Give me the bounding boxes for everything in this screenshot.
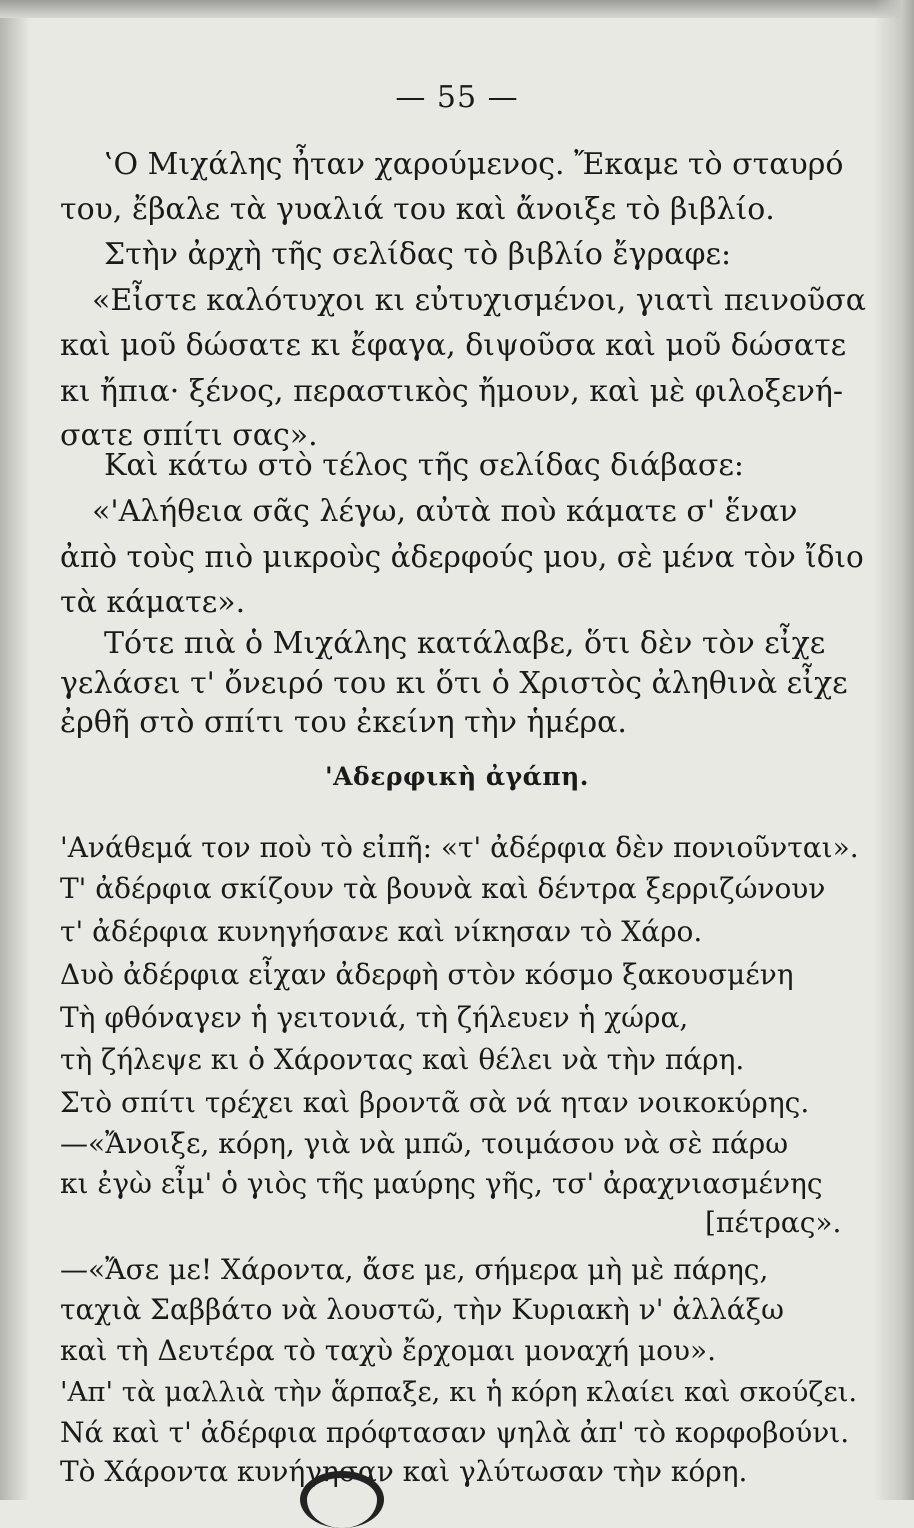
poem-line: ταχιὰ Σαββάτο νὰ λουστῶ, τὴν Κυριακὴ ν' ἀλλάξω xyxy=(60,1293,784,1326)
poem-line: —«Ἄνοιξε, κόρη, γιὰ νὰ μπῶ, τοιμάσου νὰ σὲ πάρω xyxy=(60,1127,789,1160)
poem-line: τ' ἀδέρφια κυνηγήσανε καὶ νίκησαν τὸ Χάρο. xyxy=(60,915,703,948)
poem-line: Τὴ φθόναγεν ἡ γειτονιά, τὴ ζήλευεν ἡ χώρα, xyxy=(60,1001,689,1034)
poem-line: τὴ ζήλεψε κι ὁ Χάροντας καὶ θέλει νὰ τὴν πάρη. xyxy=(60,1043,745,1076)
section-title: 'Αδερφικὴ ἀγάπη. xyxy=(324,762,590,791)
poem-line: 'Ανάθεμά τον ποὺ τὸ εἰπῆ: «τ' ἀδέρφια δὲν πονιοῦνται». xyxy=(60,831,859,864)
poem-line: [πέτρας». xyxy=(705,1206,842,1239)
prose-line: γελάσει τ' ὄνειρό του κι ὅτι ὁ Χριστὸς ἀληθινὰ εἶχε xyxy=(60,666,848,701)
prose-line: ‛Ο Μιχάλης ἦταν χαρούμενος. Ἔκαμε τὸ σταυρό xyxy=(104,147,844,182)
poem-line: Στὸ σπίτι τρέχει καὶ βροντᾶ σὰ νά ηταν νοικοκύρης. xyxy=(60,1086,810,1119)
poem-line: —«Ἄσε με! Χάροντα, ἄσε με, σήμερα μὴ μὲ πάρης, xyxy=(60,1253,769,1286)
poem-line: 'Απ' τὰ μαλλιὰ τὴν ἅρπαξε, κι ἡ κόρη κλαίει καὶ σκούζει. xyxy=(60,1376,858,1408)
prose-line: «'Αλήθεια σᾶς λέγω, αὐτὰ ποὺ κάματε σ' ἕναν xyxy=(92,494,798,529)
prose-line: ἀπὸ τοὺς πιὸ μικροὺς ἀδερφούς μου, σὲ μένα τὸν ἴδιο xyxy=(60,540,864,574)
prose-line: σατε σπίτι σας». xyxy=(60,418,318,453)
prose-line: Τότε πιὰ ὁ Μιχάλης κατάλαβε, ὅτι δὲν τὸν εἶχε xyxy=(104,626,826,661)
poem-line: Νά καὶ τ' ἀδέρφια πρόφτασαν ψηλὰ ἀπ' τὸ κορφοβούνι. xyxy=(60,1416,850,1449)
poem-line: καὶ τὴ Δευτέρα τὸ ταχὺ ἔρχομαι μοναχή μου». xyxy=(60,1334,717,1367)
prose-line: καὶ μοῦ δώσατε κι ἔφαγα, διψοῦσα καὶ μοῦ δώσατε xyxy=(60,328,847,363)
prose-line: του, ἔβαλε τὰ γυαλιά του καὶ ἄνοιξε τὸ βιβλίο. xyxy=(60,192,775,227)
prose-line: «Εἶστε καλότυχοι κι εὐτυχισμένοι, γιατὶ πεινοῦσα xyxy=(92,283,867,318)
poem-line: Δυὸ ἀδέρφια εἶχαν ἀδερφὴ στὸν κόσμο ξακουσμένη xyxy=(60,958,794,991)
prose-line: κι ἤπια· ξένος, περαστικὸς ἤμουν, καὶ μὲ φιλοξενή- xyxy=(60,374,843,409)
prose-line: Στὴν ἀρχὴ τῆς σελίδας τὸ βιβλίο ἔγραφε: xyxy=(104,237,732,272)
prose-line: ἐρθῆ στὸ σπίτι του ἐκείνη τὴν ἡμέρα. xyxy=(60,705,627,740)
prose-line: Καὶ κάτω στὸ τέλος τῆς σελίδας διάβασε: xyxy=(104,448,744,483)
poem-line: Τὸ Χάροντα κυνήγησαν καὶ γλύτωσαν τὴν κόρη. xyxy=(60,1455,748,1488)
prose-line: τὰ κάματε». xyxy=(60,585,246,620)
poem-line: Τ' ἀδέρφια σκίζουν τὰ βουνὰ καὶ δέντρα ξερριζώνουν xyxy=(60,872,826,905)
page-number: — 55 — xyxy=(395,80,519,115)
poem-line: κι ἐγὼ εἶμ' ὁ γιὸς τῆς μαύρης γῆς, τσ' ἀραχνιασμένης xyxy=(60,1167,823,1200)
